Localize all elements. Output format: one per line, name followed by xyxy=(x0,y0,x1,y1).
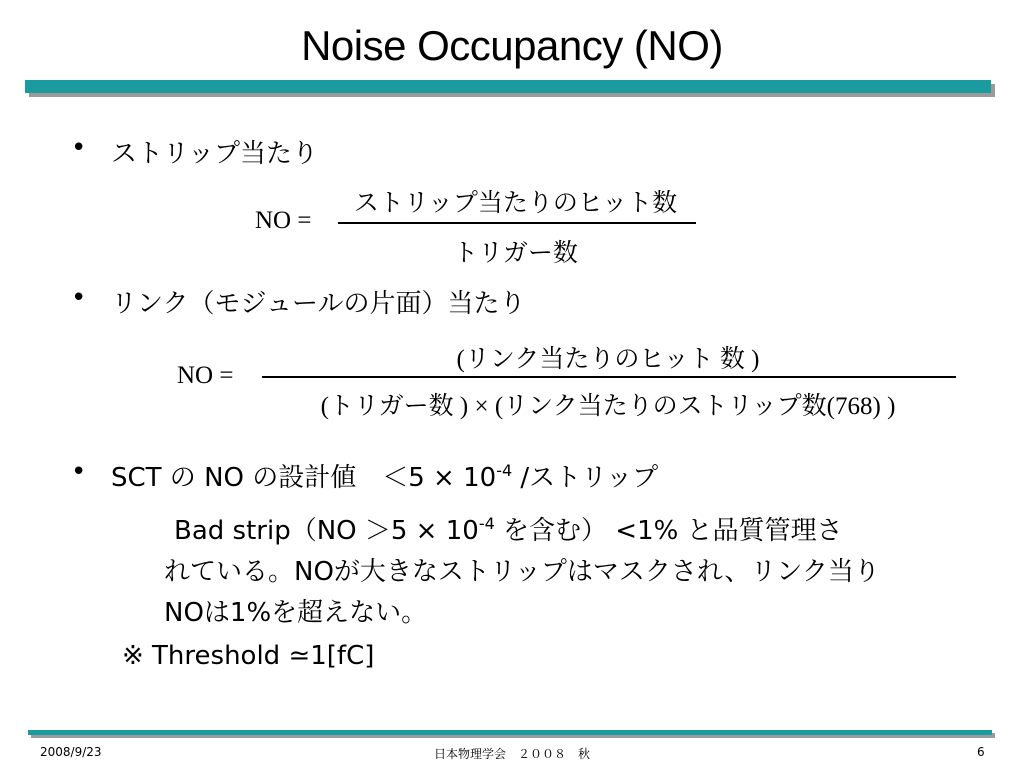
slide-title: Noise Occupancy (NO) xyxy=(301,22,723,69)
note-line-1-suffix: を含む） <1% と品質管理さ xyxy=(494,516,843,546)
bullet-dot: • xyxy=(71,133,87,163)
threshold-note: ※ Threshold ≃1[fC] xyxy=(122,641,375,671)
design-value-prefix: SCT の NO の設計値 ＜5 × 10 xyxy=(111,463,497,493)
note-line-1 xyxy=(174,510,843,547)
formula-strip-fraction-bar xyxy=(338,222,696,224)
note-line-1-prefix: Bad strip（NO ＞5 × 10 xyxy=(174,516,479,546)
note-line-3: NOは1%を超えない。 xyxy=(164,598,428,628)
design-value-exponent: -4 xyxy=(496,461,513,480)
title-underline xyxy=(25,80,991,93)
footer-date: 2008/9/23 xyxy=(40,745,102,759)
formula-strip-denominator: トリガー数 xyxy=(453,240,578,267)
note-line-2: れている。NOが大きなストリップはマスクされ、リンク当り xyxy=(164,557,880,587)
footer-page-number: 6 xyxy=(977,745,985,759)
bullet-design-value-text xyxy=(111,457,658,494)
bullet-dot: • xyxy=(71,457,87,487)
formula-link-fraction-bar xyxy=(262,376,956,378)
bullet-strip-text: ストリップ当たり xyxy=(111,139,318,169)
formula-link-lhs: NO = xyxy=(177,362,234,389)
bullet-link-text: リンク（モジュールの片面）当たり xyxy=(111,289,526,319)
footer-bar xyxy=(28,730,992,735)
formula-link-denominator: (トリガー数 ) × (リンク当たりのストリップ数(768) ) xyxy=(320,393,896,420)
bullet-dot: • xyxy=(71,283,87,313)
formula-strip-lhs: NO = xyxy=(255,207,312,234)
note-line-1-exponent: -4 xyxy=(478,514,495,533)
formula-strip-numerator: ストリップ当たりのヒット数 xyxy=(353,190,678,217)
formula-link-numerator: (リンク当たりのヒット 数 ) xyxy=(456,346,760,373)
design-value-suffix: /ストリップ xyxy=(512,463,659,493)
footer-conference: 日本物理学会 ２００８ 秋 xyxy=(433,747,590,761)
